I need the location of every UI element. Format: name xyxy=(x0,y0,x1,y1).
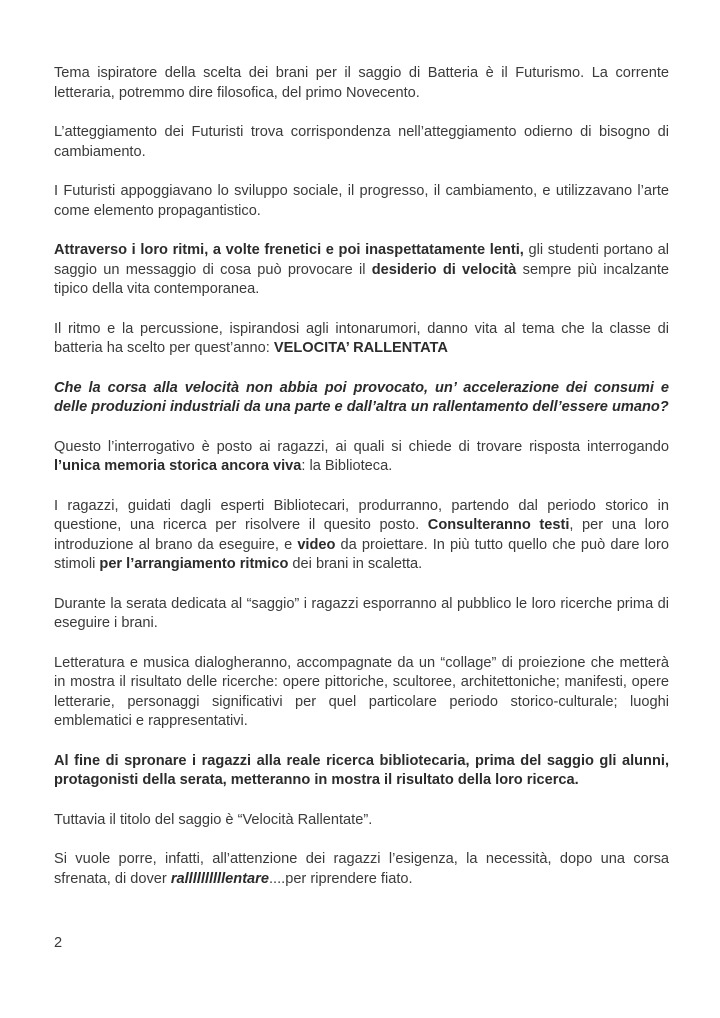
bold-segment: video xyxy=(297,536,336,553)
paragraph-11 xyxy=(54,752,669,791)
text-segment: ....per riprendere fiato. xyxy=(268,870,413,887)
text-segment: Letteratura e musica dialogheranno, accompagnate da un “collage” di proiezione che metterà in mostra il risultato delle ricerche: opere pittoriche, scultoree, architettoniche; manifesti, opere letterarie, personaggi significativi per quel particolare periodo storico-culturale; luoghi emblematici e rappresentativi. xyxy=(54,654,669,729)
bold-segment: desiderio di velocità xyxy=(371,261,517,278)
text-segment: , per una loro introduzione al brano da eseguire, e xyxy=(54,517,669,553)
text-segment: Il ritmo e la percussione, ispirandosi agli intonarumori, danno vita al tema che la classe di batteria ha scelto per quest’anno: xyxy=(54,320,669,356)
bold-segment: l’unica memoria storica ancora viva xyxy=(54,458,302,474)
paragraph-8 xyxy=(54,497,669,575)
text-segment: L’atteggiamento dei Futuristi trova corrispondenza nell’atteggiamento odierno di bisogno di cambiamento. xyxy=(54,124,669,160)
paragraph-2 xyxy=(54,123,669,162)
bold-italic-segment: rallllllllllentare xyxy=(170,870,269,887)
paragraph-3 xyxy=(54,182,669,221)
text-segment: Si vuole porre, infatti, all’attenzione dei ragazzi l’esigenza, la necessità, dopo una corsa sfrenata, di dover xyxy=(54,851,669,887)
paragraph-12 xyxy=(54,811,669,831)
paragraph-7 xyxy=(54,438,669,477)
text-segment: da proiettare. In più tutto quello che può dare loro stimoli xyxy=(54,536,670,572)
text-segment: Che la corsa alla velocità non abbia poi provocato, un’ accelerazione dei consumi e delle produzioni industriali da una parte e dall’altra un rallentamento dell’essere umano? xyxy=(54,379,669,415)
text-segment: : la Biblioteca. xyxy=(301,458,393,474)
text-segment: I ragazzi, guidati dagli esperti Bibliotecari, produrranno, partendo dal periodo storico in questione, una ricerca per risolvere il quesito posto. xyxy=(54,497,669,533)
text-segment: dei brani in scaletta. xyxy=(288,556,423,572)
paragraph-5 xyxy=(54,320,669,359)
bold-segment: Attraverso i loro ritmi, a volte frenetici e poi inaspettatamente lenti, xyxy=(54,242,524,258)
text-segment: Al fine di spronare i ragazzi alla reale ricerca bibliotecaria, prima del saggio gli alunni, protagonisti della serata, metteranno in mostra il risultato della loro ricerca. xyxy=(54,752,669,788)
paragraph-10 xyxy=(54,654,669,732)
text-segment: I Futuristi appoggiavano lo sviluppo sociale, il progresso, il cambiamento, e utilizzavano l’arte come elemento propagantistico. xyxy=(54,183,669,219)
text-segment: Tema ispiratore della scelta dei brani per il saggio di Batteria è il Futurismo. La corrente letteraria, potremmo dire filosofica, del primo Novecento. xyxy=(54,65,669,101)
paragraph-1 xyxy=(54,64,669,103)
paragraph-13 xyxy=(54,850,669,889)
paragraph-9 xyxy=(54,595,669,634)
text-segment: gli studenti portano al saggio un messaggio di cosa può provocare il xyxy=(54,242,669,278)
page-number: 2 xyxy=(54,935,63,951)
bold-segment: per l’arrangiamento ritmico xyxy=(99,556,289,572)
text-segment: Questo l’interrogativo è posto ai ragazzi, ai quali si chiede di trovare risposta interrogando xyxy=(54,438,669,455)
bold-segment: VELOCITA’ RALLENTATA xyxy=(273,340,448,356)
text-segment: Tuttavia il titolo del saggio è “Velocità Rallentate”. xyxy=(54,811,373,828)
bold-segment: Consulteranno testi xyxy=(427,517,570,533)
document-page xyxy=(54,64,669,909)
text-segment: Durante la serata dedicata al “saggio” i ragazzi esporranno al pubblico le loro ricerche prima di eseguire i brani. xyxy=(54,595,669,631)
paragraph-4 xyxy=(54,241,669,300)
text-segment: sempre più incalzante tipico della vita contemporanea. xyxy=(54,261,669,297)
paragraph-6-question xyxy=(54,379,669,418)
